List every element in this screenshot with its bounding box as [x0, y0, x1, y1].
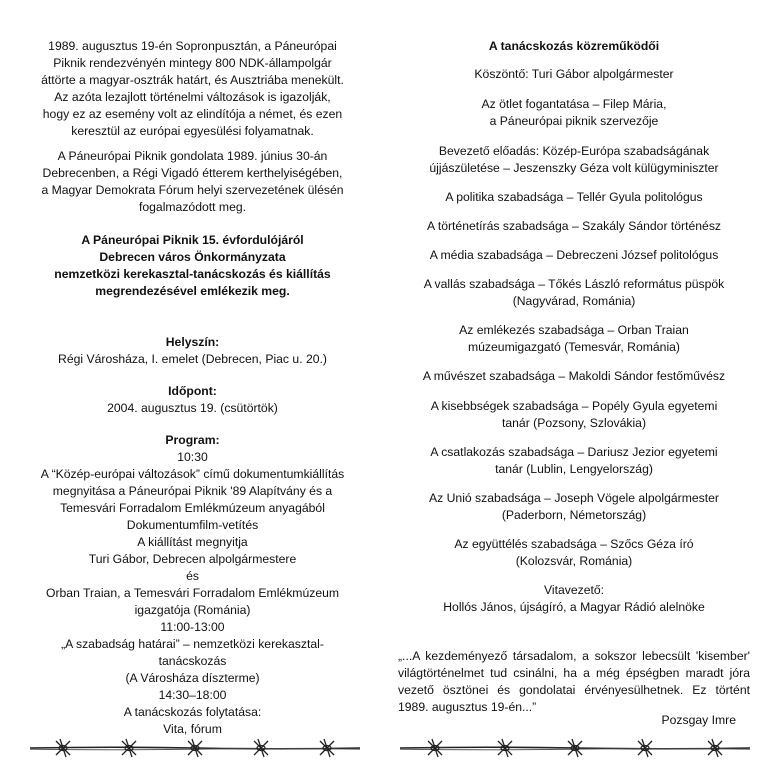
participant-line: újjászületése – Jeszenszky Géza volt külügyminiszter — [429, 161, 719, 175]
barbed-wire-left — [30, 736, 360, 760]
participant-line: Bevezető előadás: Közép-Európa szabadságának — [438, 144, 710, 158]
moderator-value: Hollós János, újságíró, a Magyar Rádió alelnöke — [443, 600, 705, 614]
participant-line: A kisebbségek szabadsága – Popély Gyula egyetemi — [430, 399, 718, 413]
participant-line: Az emlékezés szabadsága – Orban Traian — [459, 323, 689, 337]
participant-line: A média szabadsága – Debreczeni József politológus — [429, 248, 719, 262]
text-line: A “Közép-európai változások” című dokumentumkiállítás — [40, 467, 345, 481]
text-line: A kiállítást megnyitja — [137, 535, 248, 549]
text-line: Piknik rendezvényén mintegy 800 NDK-állampolgár — [53, 56, 332, 70]
participant-line: A csatlakozás szabadsága – Dariusz Jezior egyetemi — [430, 445, 718, 459]
participant-line: tanár (Lublin, Lengyelország) — [495, 462, 653, 476]
text-line: 14:30–18:00 — [158, 688, 227, 702]
text-line: „A szabadság határai” – nemzetközi kerekasztal- — [61, 637, 324, 651]
text-line: és — [186, 569, 199, 583]
participant-line: A politika szabadsága – Tellér Gyula politológus — [445, 190, 703, 204]
text-line: hogy ez az esemény volt az elindítója a német, és ezen — [42, 107, 343, 121]
time-value: 2004. augusztus 19. (csütörtök) — [107, 401, 278, 415]
place-value: Régi Városháza, I. emelet (Debrecen, Piac u. 20.) — [58, 352, 327, 366]
text-line: 11:00-13:00 — [160, 620, 225, 634]
participant-line: Az ötlet fogantatása – Filep Mária, — [481, 97, 667, 111]
participant-item — [398, 322, 750, 356]
participant-item — [398, 143, 750, 177]
text-line: megnyitása a Páneurópai Piknik '89 Alapítvány és a — [52, 484, 333, 498]
participant-line: A művészet szabadsága – Makoldi Sándor festőművész — [422, 369, 726, 383]
time-label: Időpont: — [168, 384, 217, 398]
text-line: Dokumentumfilm-vetítés — [126, 518, 259, 532]
participant-item — [398, 536, 750, 570]
program-label: Program: — [165, 433, 220, 447]
participant-line: tanár (Pozsony, Szlovákia) — [501, 416, 647, 430]
text-line: nemzetközi kerekasztal-tanácskozás és kiállítás — [54, 267, 331, 281]
participant-line: Az Unió szabadsága – Joseph Vögele alpolgármester — [429, 491, 719, 505]
participants-heading: A tanácskozás közreműködői — [488, 39, 660, 53]
participant-item — [398, 276, 750, 310]
text-line: fogalmazódott meg. — [138, 200, 247, 214]
text-line: 10:30 — [177, 450, 208, 464]
text-line: Turi Gábor, Debrecen alpolgármestere — [88, 552, 297, 566]
text-line: Az azóta lezajlott történelmi változások is igazolják, — [54, 90, 331, 104]
anniversary-paragraph — [20, 232, 365, 300]
participant-line: Köszöntő: Turi Gábor alpolgármester — [474, 67, 674, 81]
text-line: Debrecen város Önkormányzata — [99, 250, 286, 264]
text-line: 1989. augusztus 19-én Sopronpusztán, a Páneurópai — [48, 39, 337, 53]
text-line: Orban Traian, a Temesvári Forradalom Emlékmúzeum — [45, 586, 340, 600]
participant-item — [398, 368, 750, 385]
participant-item — [398, 66, 750, 83]
participant-line: (Nagyvárad, Románia) — [512, 294, 636, 308]
text-line: A Páneurópai Piknik 15. évfordulójáról — [81, 233, 304, 247]
quote-text: „...A kezdeményező társadalom, a sokszor lebecsült 'kisember' világtörténelmet tud csinálni, ha a még épségben maradt jóra vezető ösztönei és gondolatai érvényesülhetnek. Ez történt 1989. augusztus 19-én...” — [398, 649, 750, 714]
participant-line: (Paderborn, Németország) — [501, 508, 647, 522]
text-line: A Páneurópai Piknik gondolata 1989. június 30-án — [57, 149, 328, 163]
participant-item — [398, 398, 750, 432]
participant-line: (Kolozsvár, Románia) — [515, 554, 633, 568]
participant-line: a Páneurópai piknik szervezője — [489, 114, 659, 128]
text-line: tanácskozás — [158, 654, 227, 668]
text-line: A tanácskozás folytatása: — [123, 705, 262, 719]
participant-item — [398, 490, 750, 524]
participant-item — [398, 96, 750, 130]
participant-item — [398, 189, 750, 206]
participant-item — [398, 247, 750, 264]
place-label: Helyszín: — [165, 335, 220, 349]
text-line: (A Városháza díszterme) — [125, 671, 260, 685]
participant-line: Az együttélés szabadsága – Szőcs Géza író — [454, 537, 694, 551]
text-line: áttörte a magyar-osztrák határt, és Ausztriába menekült. — [41, 73, 344, 87]
intro-paragraph — [20, 38, 365, 140]
idea-paragraph — [20, 148, 365, 216]
text-line: megrendezésével emlékezik meg. — [95, 284, 290, 298]
barbed-wire-right — [400, 736, 750, 760]
quote-author: Pozsgay Imre — [661, 713, 736, 727]
text-line: Vita, fórum — [163, 722, 222, 736]
participant-line: múzeumigazgató (Temesvár, Románia) — [467, 340, 680, 354]
text-line: Temesvári Forradalom Emlékmúzeum anyagából — [60, 501, 325, 515]
participant-line: A történetírás szabadsága – Szakály Sándor történész — [426, 219, 722, 233]
moderator-label: Vitavezető: — [543, 583, 605, 597]
text-line: keresztül az európai egyesülési folyamatnak. — [71, 124, 314, 138]
text-line: igazgatója (Románia) — [134, 603, 251, 617]
participant-item — [398, 218, 750, 235]
participant-line: A vallás szabadsága – Tőkés László református püspök — [423, 277, 725, 291]
text-line: a Magyar Demokrata Fórum helyi szervezetének ülésén — [41, 183, 344, 197]
program-list — [20, 449, 365, 738]
text-line: Debrecenben, a Régi Vigadó étterem kerthelyiségében, — [42, 166, 343, 180]
participant-item — [398, 444, 750, 478]
